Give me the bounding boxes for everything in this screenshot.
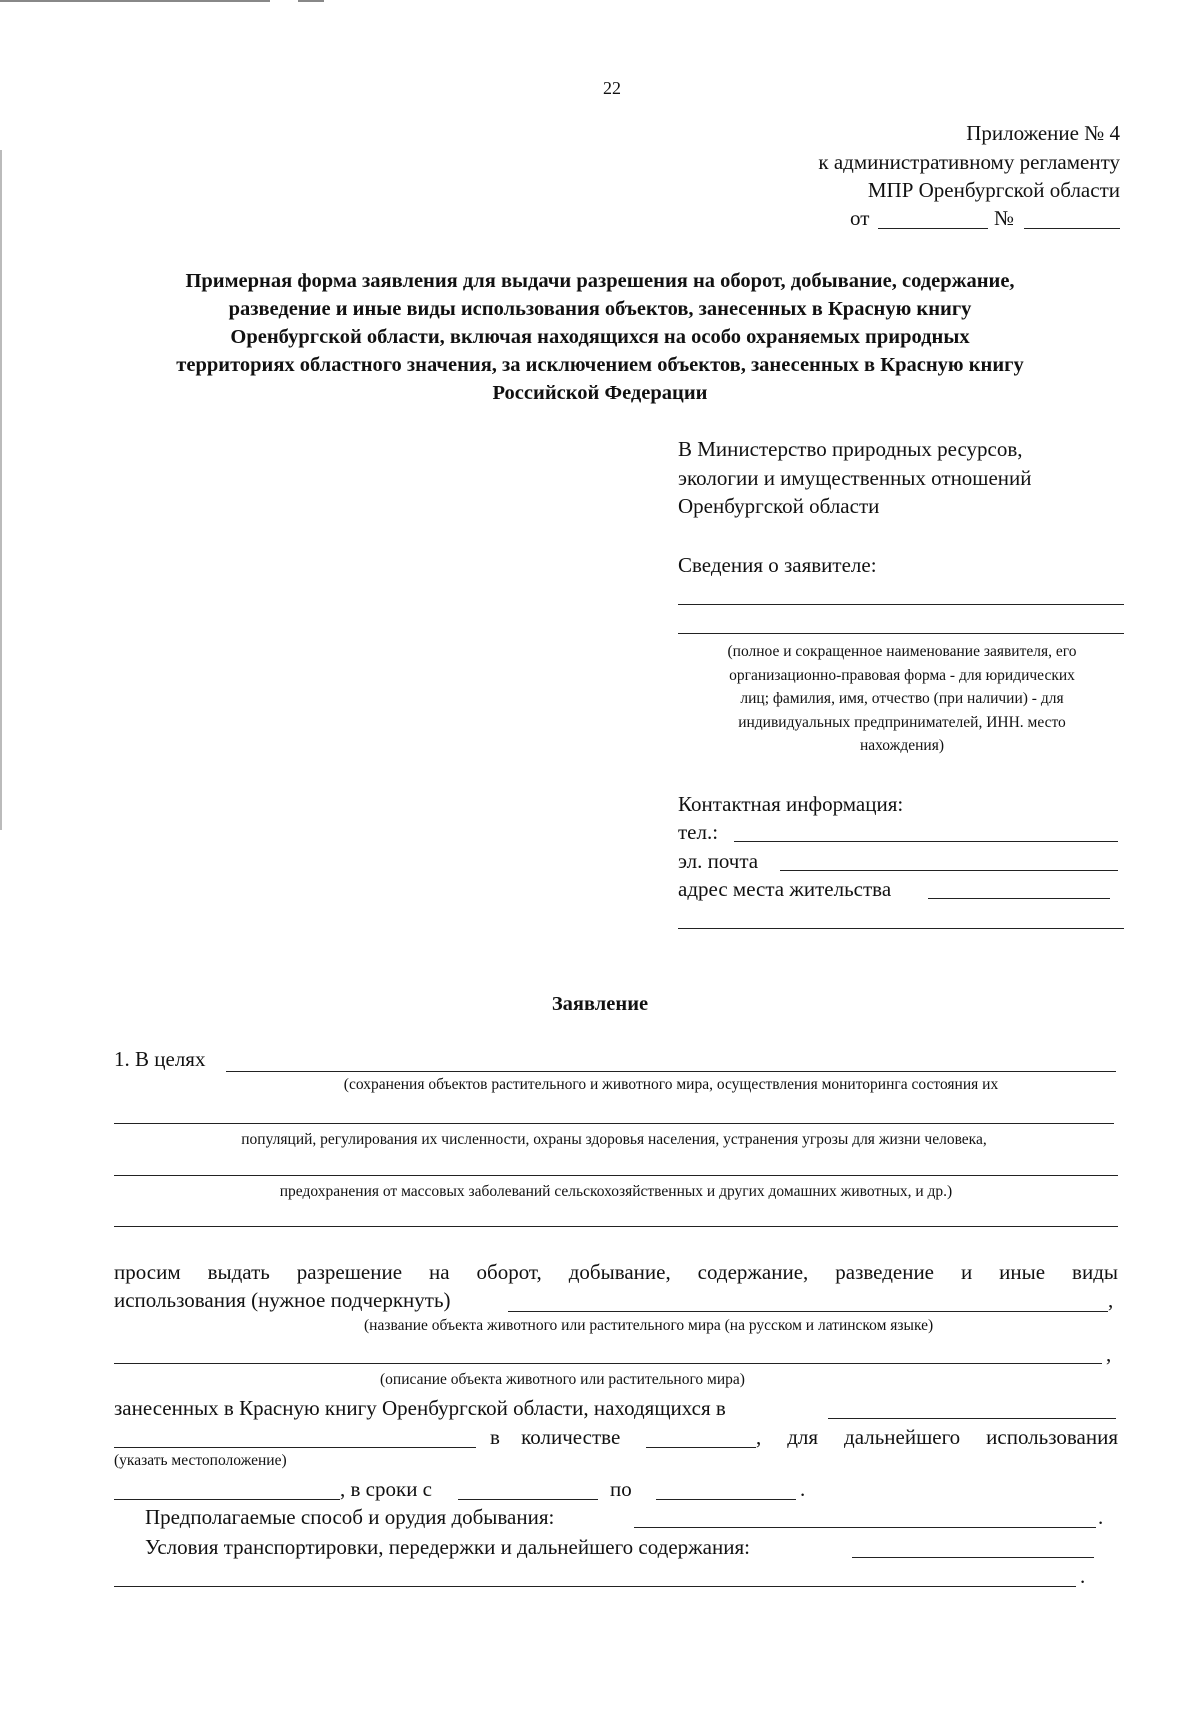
scan-artifact-top-right bbox=[298, 0, 324, 2]
term-to-field bbox=[656, 1499, 796, 1500]
form-title bbox=[60, 267, 1140, 407]
method-field bbox=[634, 1527, 1096, 1528]
transport-label: Условия транспортировки, передержки и дальнейшего содержания: bbox=[145, 1535, 750, 1559]
applicant-hint-line: индивидуальных предпринимателей, ИНН. место bbox=[738, 713, 1066, 731]
email-field bbox=[780, 870, 1118, 871]
purpose-hint-1: (сохранения объектов растительного и животного мира, осуществления мониторинга состояния их bbox=[343, 1076, 999, 1093]
address-field-2 bbox=[678, 928, 1124, 929]
term-to-label: по bbox=[610, 1477, 632, 1501]
addressee-line: Оренбургской области bbox=[678, 494, 880, 518]
location-field-2 bbox=[114, 1447, 476, 1448]
purpose-field-4 bbox=[114, 1226, 1118, 1227]
location-hint: (указать местоположение) bbox=[114, 1452, 287, 1469]
addressee-line: экологии и имущественных отношений bbox=[678, 466, 1032, 490]
location-field bbox=[828, 1418, 1116, 1419]
term-period: . bbox=[800, 1477, 806, 1501]
method-label: Предполагаемые способ и орудия добывания: bbox=[145, 1505, 555, 1529]
phone-field bbox=[734, 841, 1118, 842]
page-number: 22 bbox=[603, 78, 621, 98]
appendix-date-field bbox=[878, 228, 988, 229]
object-name-comma: , bbox=[1108, 1288, 1114, 1312]
object-desc-field bbox=[114, 1363, 1102, 1364]
appendix-number: Приложение № 4 bbox=[966, 121, 1120, 145]
form-title-line: Оренбургской области, включая находящихся на особо охраняемых природных bbox=[230, 326, 970, 348]
transport-field bbox=[852, 1557, 1094, 1558]
purpose-field-3 bbox=[114, 1175, 1118, 1176]
use-purpose-field bbox=[114, 1499, 340, 1500]
term-from-label: , в сроки с bbox=[340, 1477, 432, 1501]
purpose-hint-2: популяций, регулирования их численности, охраны здоровья населения, устранения угрозы для жизни человека, bbox=[241, 1131, 987, 1148]
request-line-1: просим выдать разрешение на оборот, добывание, содержание, разведение и иные виды bbox=[114, 1260, 1118, 1284]
purpose-field-2 bbox=[114, 1123, 1114, 1124]
form-title-line: территориях областного значения, за исключением объектов, занесенных в Красную книгу bbox=[176, 354, 1024, 376]
form-title-line: Примерная форма заявления для выдачи разрешения на оборот, добывание, содержание, bbox=[185, 270, 1015, 292]
applicant-hint-line: лиц; фамилия, имя, отчество (при наличии) - для bbox=[740, 690, 1064, 707]
applicant-name-field bbox=[678, 604, 1124, 605]
appendix-from-label: от bbox=[850, 206, 870, 230]
term-from-field bbox=[458, 1499, 598, 1500]
email-label: эл. почта bbox=[678, 849, 759, 873]
quantity-field bbox=[646, 1447, 756, 1448]
purpose-field bbox=[226, 1071, 1116, 1072]
applicant-hint-line: нахождения) bbox=[859, 737, 945, 754]
further-use-text: , для дальнейшего использования bbox=[756, 1425, 1118, 1449]
appendix-regulation: к административному регламенту bbox=[818, 150, 1120, 174]
address-label: адрес места жительства bbox=[678, 877, 892, 901]
object-name-hint: (название объекта животного или растительного мира (на русском и латинском языке) bbox=[364, 1317, 934, 1334]
applicant-label: Сведения о заявителе: bbox=[678, 553, 877, 577]
appendix-number-field bbox=[1024, 228, 1120, 229]
transport-field-2 bbox=[114, 1586, 1076, 1587]
request-line-2: использования (нужное подчеркнуть) bbox=[114, 1288, 451, 1312]
applicant-hint-line: организационно-правовая форма - для юридических bbox=[729, 666, 1075, 684]
listed-in-text: занесенных в Красную книгу Оренбургской области, находящихся в bbox=[114, 1396, 726, 1420]
quantity-label: в количестве bbox=[490, 1425, 621, 1449]
appendix-no-label: № bbox=[994, 206, 1015, 230]
applicant-name-field-2 bbox=[678, 633, 1124, 634]
address-field bbox=[928, 898, 1110, 899]
purpose-hint-3: предохранения от массовых заболеваний сельскохозяйственных и других домашних животных, и др.) bbox=[279, 1183, 953, 1200]
transport-period: . bbox=[1080, 1564, 1086, 1588]
scan-artifact-left-edge bbox=[0, 150, 2, 830]
statement-title: Заявление bbox=[551, 993, 649, 1015]
form-title-line: разведение и иные виды использования объектов, занесенных в Красную книгу bbox=[228, 298, 972, 320]
object-desc-comma: , bbox=[1106, 1342, 1112, 1366]
applicant-hint bbox=[672, 640, 1132, 758]
applicant-hint-line: (полное и сокращенное наименование заявителя, его bbox=[727, 643, 1077, 660]
appendix-ministry: МПР Оренбургской области bbox=[867, 178, 1120, 202]
object-desc-hint: (описание объекта животного или растительного мира) bbox=[380, 1371, 745, 1388]
scan-artifact-top bbox=[0, 0, 270, 2]
method-period: . bbox=[1098, 1505, 1104, 1529]
form-title-line: Российской Федерации bbox=[492, 382, 708, 404]
phone-label: тел.: bbox=[678, 820, 719, 844]
object-name-field bbox=[508, 1311, 1108, 1312]
contacts-label: Контактная информация: bbox=[678, 792, 904, 816]
item1-label: 1. В целях bbox=[114, 1047, 206, 1071]
addressee-line: В Министерство природных ресурсов, bbox=[678, 437, 1023, 461]
